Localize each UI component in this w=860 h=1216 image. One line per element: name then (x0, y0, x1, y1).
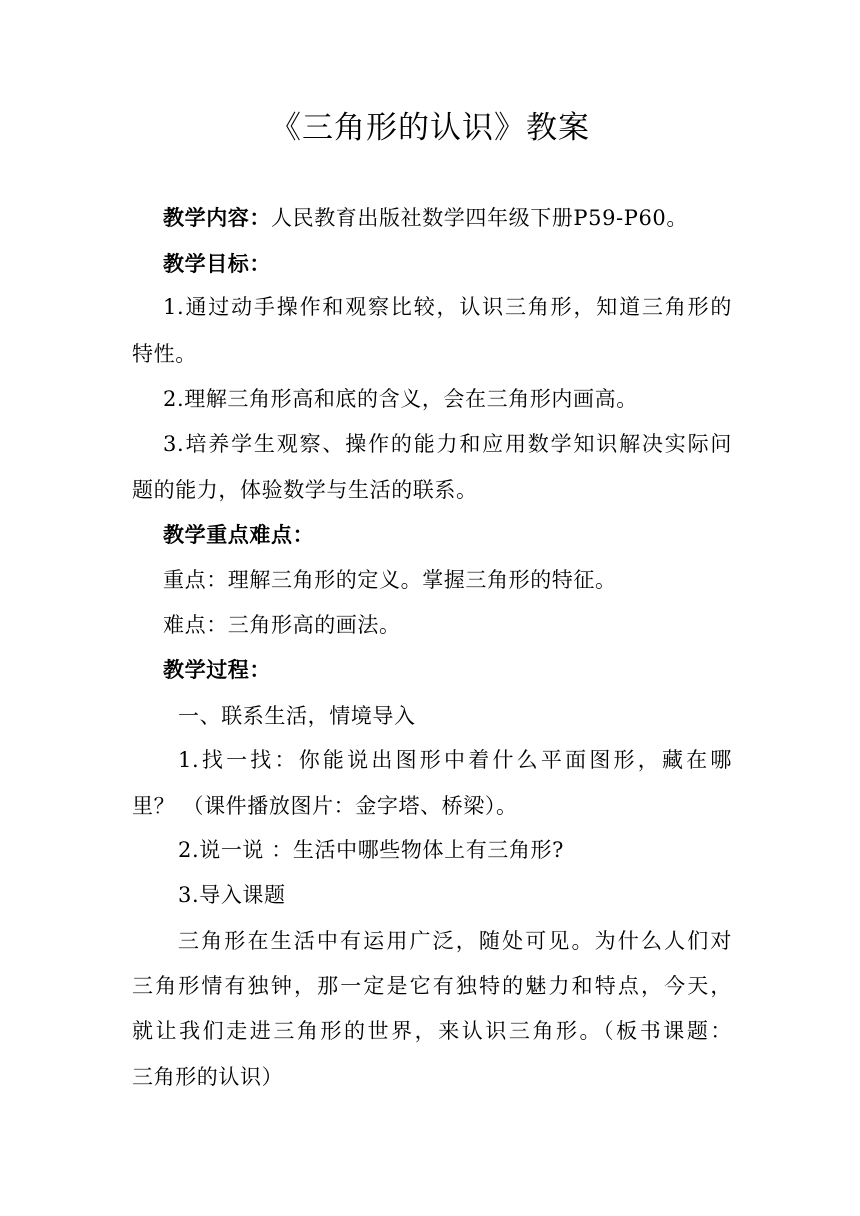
process-heading: 教学过程： (163, 657, 271, 682)
objective-1-line-1: 1.通过动手操作和观察比较，认识三角形，知道三角形的 (163, 295, 732, 319)
teaching-content-line (132, 202, 732, 234)
objective-3-line-1: 3.培养学生观察、操作的能力和应用数学知识解决实际问 (163, 432, 732, 456)
step-3: 3.导入课题 (178, 883, 286, 907)
objective-2: 2.理解三角形高和底的含义，会在三角形内画高。 (163, 387, 638, 411)
teaching-content-label: 教学内容： (163, 205, 271, 230)
key-points-heading: 教学重点难点： (163, 522, 315, 547)
paragraph-line-3: 就让我们走进三角形的世界，来认识三角形。（板书课题： (132, 1019, 732, 1043)
objective-1-line-2: 特性。 (132, 342, 197, 366)
key-point-text: 重点：理解三角形的定义。掌握三角形的特征。 (163, 568, 617, 592)
step-1-line-2: 里？ （课件播放图片：金字塔、桥梁）。 (132, 794, 518, 818)
section-1-heading: 一、联系生活，情境导入 (178, 704, 416, 728)
difficulty-text: 难点：三角形高的画法。 (163, 613, 401, 637)
paragraph-line-2: 三角形情有独钟，那一定是它有独特的魅力和特点，今天， (132, 974, 732, 998)
step-2: 2.说一说 ：生活中哪些物体上有三角形? (178, 838, 564, 862)
paragraph-line-4: 三角形的认识） (132, 1065, 284, 1089)
paragraph-line-1: 三角形在生活中有运用广泛，随处可见。为什么人们对 (178, 929, 732, 953)
objective-3-line-2: 题的能力，体验数学与生活的联系。 (132, 478, 478, 502)
step-1-line-1: 1.找一找：你能说出图形中着什么平面图形，藏在哪 (178, 748, 732, 772)
objectives-heading: 教学目标： (163, 251, 271, 276)
teaching-content-text: 人民教育出版社数学四年级下册P59-P60。 (271, 206, 688, 230)
document-title: 《三角形的认识》教案 (270, 110, 590, 146)
